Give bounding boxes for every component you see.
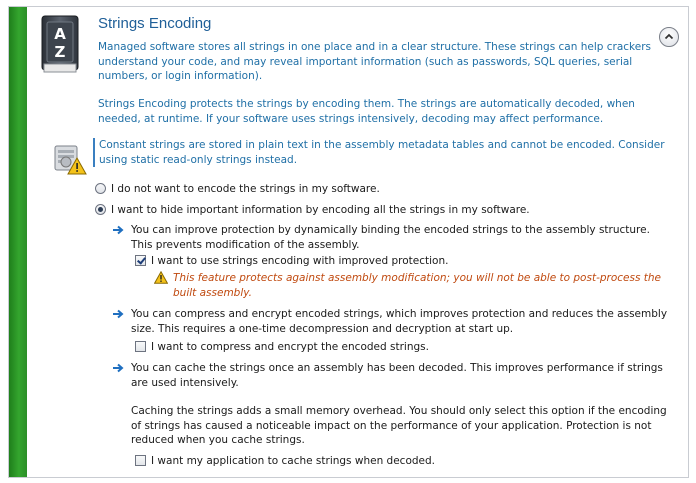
description-text: Strings Encoding protects the strings by encoding them. The strings are automatically decoded, when needed, at runtime. If your software uses strings intensively, decoding may affect performance. [98,98,635,125]
constant-strings-warning: Constant strings are stored in plain text in the assembly metadata tables and cannot be encoded. Consider using static read-only strings instead. [93,138,674,167]
arrow-right-icon [113,309,125,319]
cache-label: I want my application to cache strings when decoded. [151,455,436,467]
cache-note [131,404,671,448]
improved-protection-label: I want to use strings encoding with improved protection. [151,255,449,267]
book-letter-z: Z [54,43,66,61]
intro-text: Managed software stores all strings in one place and in a clear structure. These strings can help crackers understand your code, and may reveal important information (such as passwords, SQL queries, serial numbers, or login information). [98,41,652,82]
section-title: Strings Encoding [98,15,212,32]
improved-info [113,223,673,252]
compress-checkbox[interactable] [135,341,146,352]
improved-warning-text: This feature protects against assembly modification; you will not be able to post-process the built assembly. [173,272,662,299]
cache-info [113,361,673,390]
improved-info-text: You can improve protection by dynamically binding the encoded strings to the assembly structure. This prevents modification of the assembly. [131,224,650,251]
radio-encode-label: I want to hide important information by encoding all the strings in my software. [111,204,530,216]
cache-info-text: You can cache the strings once an assembly has been decoded. This improves performance if strings are used intensively. [131,362,663,389]
compress-info [113,307,673,336]
improved-protection-checkbox[interactable] [135,255,146,266]
compress-info-text: You can compress and encrypt encoded strings, which improves protection and reduces the assembly size. This requires a one-time decompression and decryption at start up. [131,308,668,335]
radio-encode-row[interactable] [95,203,530,218]
book-az-icon [39,14,81,74]
chevron-up-icon [664,32,674,42]
compress-checkbox-row[interactable] [135,340,429,355]
cache-note-text: Caching the strings adds a small memory overhead. You should only select this option if the encoding of strings has caused a noticeable impact on the performance of your application. Protection is not reduced when you cache strings. [131,405,667,446]
cache-checkbox[interactable] [135,455,146,466]
book-letter-a: A [54,25,66,43]
radio-no-encode-row[interactable] [95,182,380,197]
compress-label: I want to compress and encrypt the encoded strings. [151,341,429,353]
collapse-button[interactable] [659,27,679,47]
radio-no-encode[interactable] [95,183,106,194]
strings-encoding-panel [8,6,689,478]
radio-no-encode-label: I do not want to encode the strings in my software. [111,183,380,195]
improved-warning [154,271,664,300]
warning-document-icon [53,142,87,176]
improved-checkbox-row[interactable] [135,254,448,269]
cache-checkbox-row[interactable] [135,454,435,469]
accent-bar [9,7,27,477]
warning-triangle-icon [154,271,168,284]
radio-encode[interactable] [95,204,106,215]
arrow-right-icon [113,225,125,235]
arrow-right-icon [113,363,125,373]
